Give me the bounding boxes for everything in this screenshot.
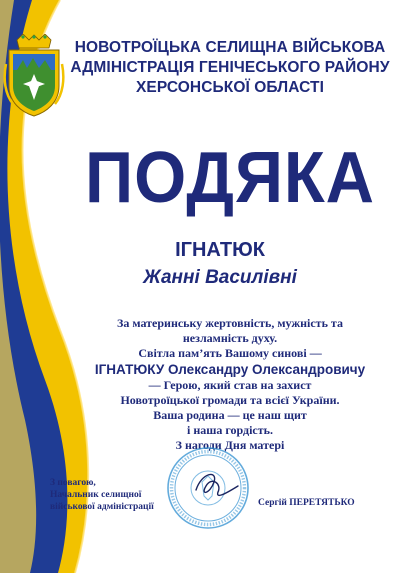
recipient-surname: ІГНАТЮК	[175, 239, 265, 261]
document-title: ПОДЯКА	[85, 138, 375, 218]
body-line: Ваша родина — це наш щит	[153, 408, 307, 422]
body-line: З нагоди Дня матері	[175, 438, 285, 452]
body-line: Світла пам’ять Вашому синові —	[138, 346, 322, 360]
body-line: — Герою, який став на захист	[148, 378, 312, 392]
body-line: За материнську жертовність, мужність та	[117, 316, 343, 330]
body-line: і наша гордість.	[186, 423, 273, 437]
coat-of-arms-emblem	[3, 34, 65, 118]
position-line: військової адміністрації	[50, 502, 154, 512]
signatory-name: Сергій ПЕРЕТЯТЬКО	[258, 498, 355, 508]
hero-name: ІГНАТЮКУ Олександру Олександровичу	[94, 362, 366, 377]
closing-line: З повагою,	[50, 478, 96, 488]
signatory-position	[50, 477, 180, 513]
issuer-header-line: АДМІНІСТРАЦІЯ ГЕНІЧЕСЬКОГО РАЙОНУ	[70, 59, 390, 76]
issuer-header-line: НОВОТРОЇЦЬКА СЕЛИЩНА ВІЙСЬКОВА	[74, 39, 386, 56]
body-line: незламність духу.	[182, 331, 278, 345]
issuer-header-line: ХЕРСОНСЬКОЇ ОБЛАСТІ	[135, 79, 325, 96]
body-line: Новотроїцької громади та всієї України.	[120, 393, 340, 407]
position-line: Начальник селищної	[50, 490, 142, 500]
recipient-given-names: Жанні Василівні	[143, 267, 297, 288]
gratitude-text	[80, 316, 380, 453]
issuer-header	[70, 38, 390, 98]
